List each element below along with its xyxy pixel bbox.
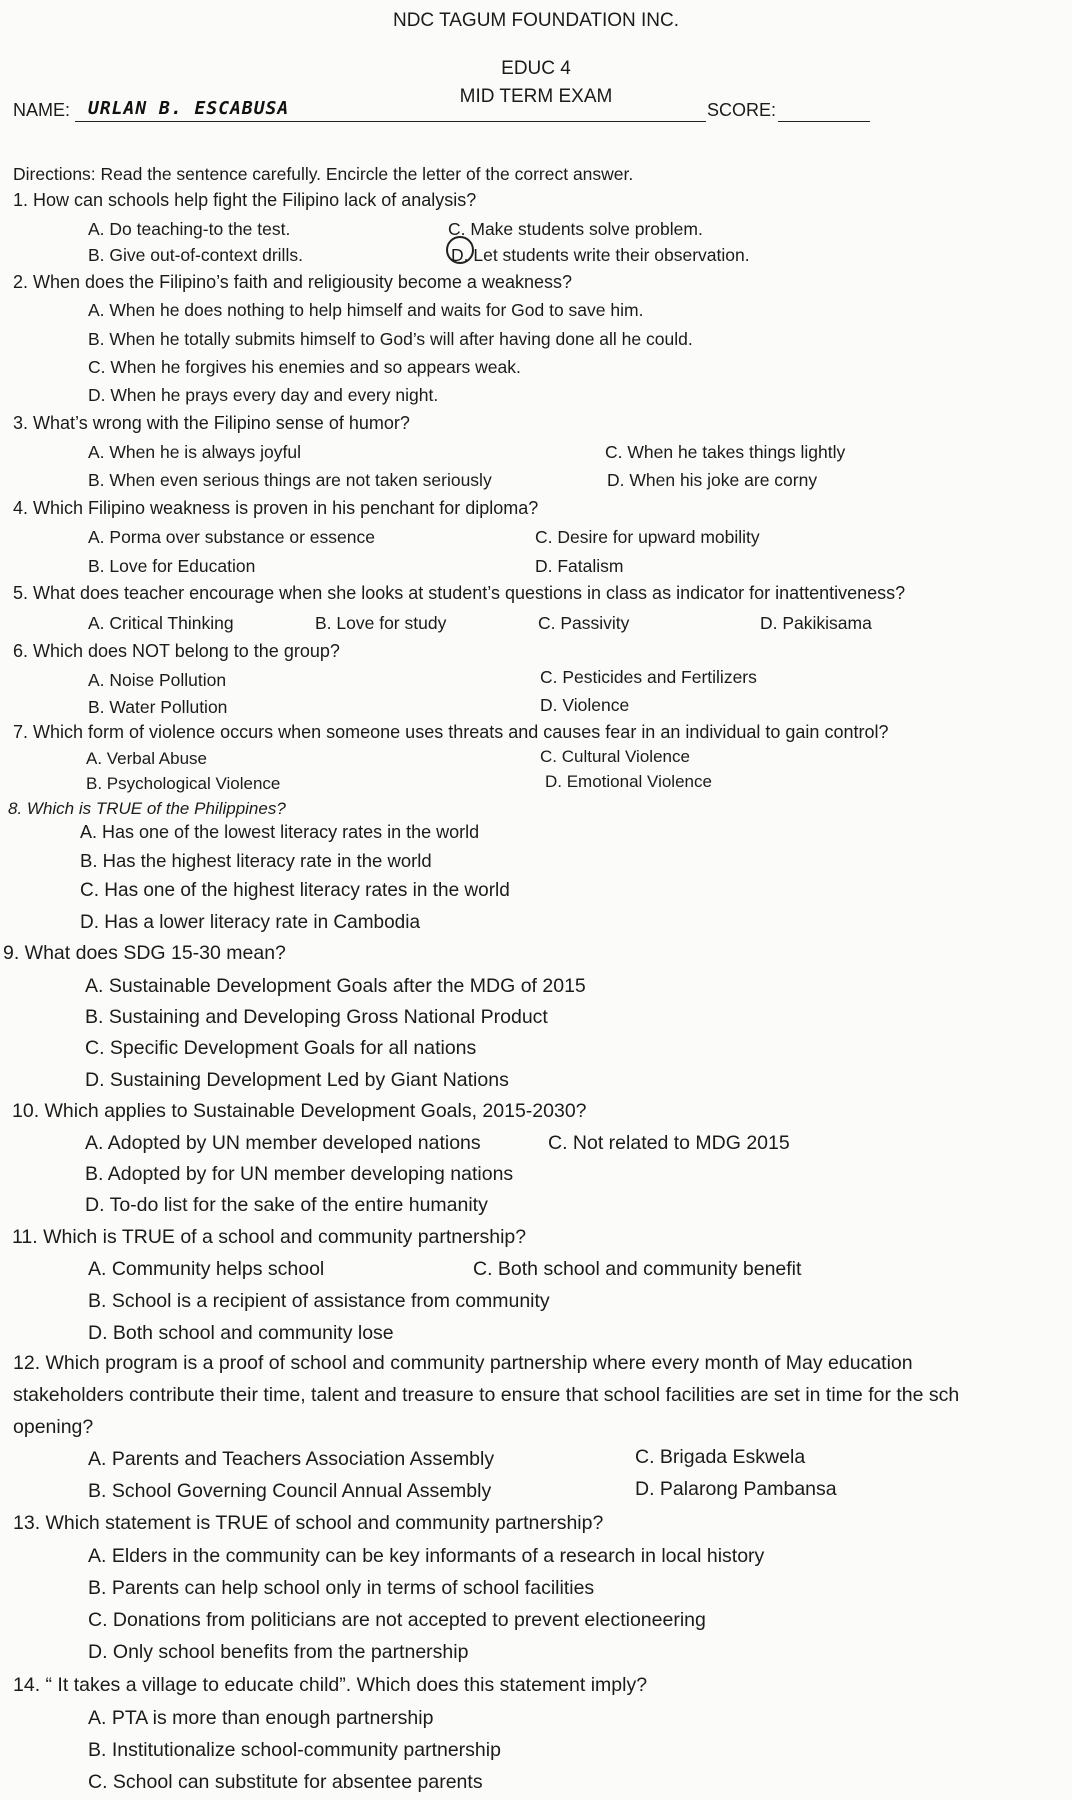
q8-choice-d[interactable]: D. Has a lower literacy rate in Cambodia — [80, 912, 421, 933]
q4-choice-d[interactable]: D. Fatalism — [535, 556, 624, 576]
q6-choice-a[interactable]: A. Noise Pollution — [88, 670, 227, 690]
exam-title: MID TERM EXAM — [459, 86, 613, 107]
q1-choice-c[interactable]: C. Make students solve problem. — [448, 219, 703, 239]
q11-choice-a[interactable]: A. Community helps school — [88, 1258, 325, 1280]
q4-choice-c[interactable]: C. Desire for upward mobility — [535, 527, 760, 547]
q1-choice-b[interactable]: B. Give out-of-context drills. — [88, 245, 303, 265]
q11-choice-c[interactable]: C. Both school and community benefit — [473, 1258, 802, 1280]
q6-choice-b[interactable]: B. Water Pollution — [88, 697, 228, 717]
question-2: 2. When does the Filipino’s faith and religiousity become a weakness? — [13, 272, 572, 292]
q6-choice-c[interactable]: C. Pesticides and Fertilizers — [540, 667, 757, 687]
q9-choice-a[interactable]: A. Sustainable Development Goals after the MDG of 2015 — [85, 975, 586, 997]
q7-choice-d[interactable]: D. Emotional Violence — [545, 772, 712, 791]
q10-choice-c[interactable]: C. Not related to MDG 2015 — [548, 1132, 790, 1154]
name-underline — [75, 121, 706, 122]
question-12-line-3: opening? — [13, 1416, 94, 1438]
q13-choice-d[interactable]: D. Only school benefits from the partnership — [88, 1641, 469, 1663]
q6-choice-d[interactable]: D. Violence — [540, 695, 630, 715]
question-1: 1. How can schools help fight the Filipino lack of analysis? — [13, 190, 477, 210]
score-underline — [778, 121, 870, 122]
q5-choice-d[interactable]: D. Pakikisama — [760, 613, 872, 633]
q4-choice-b[interactable]: B. Love for Education — [88, 556, 256, 576]
q1-choice-d[interactable]: D. Let students write their observation. — [451, 245, 750, 265]
q10-choice-b[interactable]: B. Adopted by for UN member developing nations — [85, 1163, 514, 1185]
q13-choice-b[interactable]: B. Parents can help school only in terms of school facilities — [88, 1577, 595, 1599]
q12-choice-c[interactable]: C. Brigada Eskwela — [635, 1446, 806, 1468]
question-11: 11. Which is TRUE of a school and community partnership? — [12, 1226, 527, 1248]
q11-choice-d[interactable]: D. Both school and community lose — [88, 1322, 394, 1344]
q2-choice-c[interactable]: C. When he forgives his enemies and so appears weak. — [88, 357, 521, 377]
directions: Directions: Read the sentence carefully. Encircle the letter of the correct answer. — [13, 164, 634, 184]
question-13: 13. Which statement is TRUE of school and community partnership? — [13, 1512, 604, 1534]
question-3: 3. What’s wrong with the Filipino sense of humor? — [13, 413, 410, 433]
q3-choice-d[interactable]: D. When his joke are corny — [607, 470, 818, 490]
q13-choice-a[interactable]: A. Elders in the community can be key informants of a research in local history — [88, 1545, 765, 1567]
question-12-line-2: stakeholders contribute their time, talent and treasure to ensure that school facilities are set in time for the sch — [13, 1384, 960, 1406]
question-9: 9. What does SDG 15-30 mean? — [3, 942, 286, 964]
q2-choice-b[interactable]: B. When he totally submits himself to God’s will after having done all he could. — [88, 329, 693, 349]
q12-choice-a[interactable]: A. Parents and Teachers Association Assembly — [88, 1448, 495, 1470]
q12-choice-d[interactable]: D. Palarong Pambansa — [635, 1478, 837, 1500]
name-label: NAME: — [13, 100, 71, 120]
question-14: 14. “ It takes a village to educate child”. Which does this statement imply? — [13, 1674, 648, 1696]
q9-choice-d[interactable]: D. Sustaining Development Led by Giant Nations — [85, 1069, 509, 1091]
score-label: SCORE: — [707, 100, 777, 120]
q9-choice-b[interactable]: B. Sustaining and Developing Gross National Product — [85, 1006, 548, 1028]
q12-choice-b[interactable]: B. School Governing Council Annual Assembly — [88, 1480, 492, 1502]
q5-choice-c[interactable]: C. Passivity — [538, 613, 630, 633]
question-12-line-1: 12. Which program is a proof of school and community partnership where every month of May education — [13, 1352, 913, 1374]
q10-choice-d[interactable]: D. To-do list for the sake of the entire humanity — [85, 1194, 488, 1216]
q8-choice-c[interactable]: C. Has one of the highest literacy rates in the world — [80, 880, 510, 901]
q7-choice-b[interactable]: B. Psychological Violence — [86, 774, 281, 793]
question-6: 6. Which does NOT belong to the group? — [13, 641, 340, 661]
q8-choice-a[interactable]: A. Has one of the lowest literacy rates in the world — [80, 822, 480, 842]
q3-choice-a[interactable]: A. When he is always joyful — [88, 442, 302, 462]
q14-choice-b[interactable]: B. Institutionalize school-community partnership — [88, 1739, 501, 1761]
q7-choice-a[interactable]: A. Verbal Abuse — [86, 749, 207, 768]
q5-choice-a[interactable]: A. Critical Thinking — [88, 613, 234, 633]
q2-choice-d[interactable]: D. When he prays every day and every night. — [88, 385, 439, 405]
q7-choice-c[interactable]: C. Cultural Violence — [540, 747, 690, 766]
question-10: 10. Which applies to Sustainable Development Goals, 2015-2030? — [12, 1100, 587, 1122]
q1-choice-a[interactable]: A. Do teaching-to the test. — [88, 219, 291, 239]
q13-choice-c[interactable]: C. Donations from politicians are not accepted to prevent electioneering — [88, 1609, 706, 1631]
handwritten-name: URLAN B. ESCABUSA — [88, 98, 290, 119]
question-4: 4. Which Filipino weakness is proven in his penchant for diploma? — [13, 498, 539, 518]
course-code: EDUC 4 — [501, 58, 571, 79]
question-5: 5. What does teacher encourage when she looks at student’s questions in class as indicator for inattentiveness? — [13, 583, 906, 603]
q3-choice-b[interactable]: B. When even serious things are not taken seriously — [88, 470, 492, 490]
q4-choice-a[interactable]: A. Porma over substance or essence — [88, 527, 375, 547]
q2-choice-a[interactable]: A. When he does nothing to help himself and waits for God to save him. — [88, 300, 644, 320]
q8-choice-b[interactable]: B. Has the highest literacy rate in the world — [80, 850, 432, 871]
q10-choice-a[interactable]: A. Adopted by UN member developed nations — [85, 1132, 481, 1154]
school-name: NDC TAGUM FOUNDATION INC. — [392, 10, 680, 31]
question-8: 8. Which is TRUE of the Philippines? — [8, 799, 286, 818]
q5-choice-b[interactable]: B. Love for study — [315, 613, 447, 633]
q9-choice-c[interactable]: C. Specific Development Goals for all nations — [85, 1037, 477, 1059]
q11-choice-b[interactable]: B. School is a recipient of assistance from community — [88, 1290, 550, 1312]
q3-choice-c[interactable]: C. When he takes things lightly — [605, 442, 846, 462]
q14-choice-c[interactable]: C. School can substitute for absentee parents — [88, 1771, 483, 1793]
question-7: 7. Which form of violence occurs when someone uses threats and causes fear in an individual to gain control? — [13, 722, 889, 742]
q14-choice-a[interactable]: A. PTA is more than enough partnership — [88, 1707, 434, 1729]
